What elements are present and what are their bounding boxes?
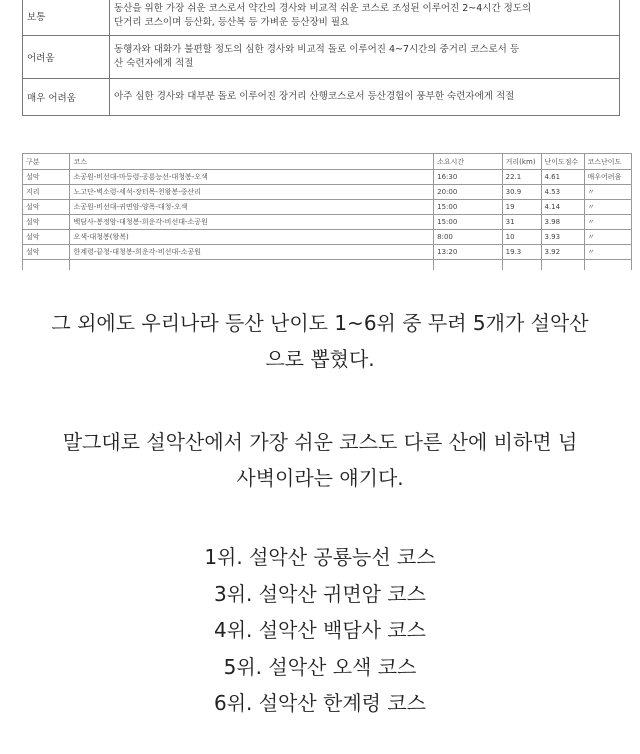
course-table-crop <box>22 153 632 270</box>
table-cell: 노고단-벽소령-세석-장터목-천왕봉-중산리 <box>70 185 434 200</box>
table-cell <box>23 260 70 271</box>
table-cell: 설악 <box>23 245 70 260</box>
table-cell: 15:00 <box>434 215 503 230</box>
header-cell: 소요시간 <box>434 154 503 170</box>
table-cell: 〃 <box>584 185 631 200</box>
course-table <box>22 153 632 270</box>
table-cell: 3.93 <box>541 230 584 245</box>
table-cell <box>434 260 503 271</box>
table-row <box>23 170 632 185</box>
table-cell <box>502 260 541 271</box>
header-cell: 코스난이도 <box>584 154 631 170</box>
table-cell: 한계령-끝청-대청봉-희운각-비선대-소공원 <box>70 245 434 260</box>
table-cell: 20:00 <box>434 185 503 200</box>
difficulty-level: 매우 어려움 <box>23 79 110 116</box>
ranking-item: 5위. 설악산 오색 코스 <box>223 654 417 679</box>
paragraph-line: 으로 뽑혔다. <box>265 347 375 371</box>
table-row <box>23 260 632 271</box>
table-cell: 13:20 <box>434 245 503 260</box>
table-cell: 31 <box>502 215 541 230</box>
table-cell: 4.14 <box>541 200 584 215</box>
table-cell: 4.53 <box>541 185 584 200</box>
ranking-item: 3위. 설악산 귀면암 코스 <box>213 581 427 606</box>
table-cell: 15:00 <box>434 200 503 215</box>
table-cell: 30.9 <box>502 185 541 200</box>
header-cell: 구분 <box>23 154 70 170</box>
description-line: 단거리 코스이며 등산화, 등산복 등 가벼운 등산장비 필요 <box>114 17 350 28</box>
difficulty-description <box>110 79 620 116</box>
table-cell: 설악 <box>23 230 70 245</box>
difficulty-row <box>23 36 620 79</box>
course-table-header <box>23 154 632 170</box>
table-cell <box>584 260 631 271</box>
table-cell: 4.61 <box>541 170 584 185</box>
table-cell: 소공원-비선대-마등령-공룡능선-대청봉-오색 <box>70 170 434 185</box>
difficulty-description <box>110 0 620 36</box>
table-cell: 8:00 <box>434 230 503 245</box>
table-cell: 오색-대청봉(왕복) <box>70 230 434 245</box>
table-cell: 소공원-비선대-귀면암-양폭-대청-오색 <box>70 200 434 215</box>
header-cell: 거리(km) <box>502 154 541 170</box>
table-row <box>23 200 632 215</box>
table-cell <box>70 260 434 271</box>
table-cell: 지리 <box>23 185 70 200</box>
paragraph-line: 그 외에도 우리나라 등산 난이도 1~6위 중 무려 5개가 설악산 <box>51 311 589 335</box>
table-cell: 〃 <box>584 200 631 215</box>
description-line: 아주 심한 경사와 대부분 돌로 이루어진 장거리 산행코스로서 등산경험이 풍부한 숙련자에게 적절 <box>114 91 515 102</box>
table-cell: 매우어려움 <box>584 170 631 185</box>
table-cell: 3.98 <box>541 215 584 230</box>
table-cell: 설악 <box>23 215 70 230</box>
difficulty-description <box>110 36 620 79</box>
table-row <box>23 185 632 200</box>
table-cell: 22.1 <box>502 170 541 185</box>
table-row <box>23 215 632 230</box>
table-cell: 19 <box>502 200 541 215</box>
paragraph-ranking-intro <box>0 305 640 377</box>
paragraph-difficulty-note <box>0 424 640 496</box>
table-cell: 16:30 <box>434 170 503 185</box>
table-cell: 〃 <box>584 215 631 230</box>
description-line: 산 숙련자에게 적절 <box>114 58 194 69</box>
difficulty-row <box>23 79 620 116</box>
paragraph-line: 말그대로 설악산에서 가장 쉬운 코스도 다른 산에 비하면 넘 <box>62 430 578 454</box>
ranking-list <box>0 539 640 722</box>
table-cell: 〃 <box>584 245 631 260</box>
description-line: 동산을 위한 가장 쉬운 코스로서 약간의 경사와 비교적 쉬운 코스로 조성된 이루어진 2~4시간 정도의 <box>114 3 532 14</box>
table-cell: 10 <box>502 230 541 245</box>
difficulty-level: 보통 <box>23 0 110 36</box>
ranking-item: 6위. 설악산 한계령 코스 <box>213 691 427 715</box>
table-row <box>23 230 632 245</box>
table-cell: 〃 <box>584 230 631 245</box>
paragraph-line: 사벽이라는 얘기다. <box>236 466 404 490</box>
ranking-item: 1위. 설악산 공룡능선 코스 <box>204 545 436 569</box>
header-cell: 코스 <box>70 154 434 170</box>
table-cell: 19.3 <box>502 245 541 260</box>
description-line: 동행자와 대화가 불편할 정도의 심한 경사와 비교적 돌로 이루어진 4~7시간의 중거리 코스로서 등 <box>114 44 520 55</box>
table-cell: 3.92 <box>541 245 584 260</box>
table-row <box>23 245 632 260</box>
table-cell: 설악 <box>23 200 70 215</box>
table-cell <box>541 260 584 271</box>
ranking-item: 4위. 설악산 백담사 코스 <box>213 618 427 642</box>
difficulty-level: 어려움 <box>23 36 110 79</box>
table-cell: 설악 <box>23 170 70 185</box>
difficulty-row <box>23 0 620 36</box>
table-cell: 백담사-봉정암-대청봉-희운각-비선대-소공원 <box>70 215 434 230</box>
difficulty-table <box>22 0 620 116</box>
header-cell: 난이도점수 <box>541 154 584 170</box>
